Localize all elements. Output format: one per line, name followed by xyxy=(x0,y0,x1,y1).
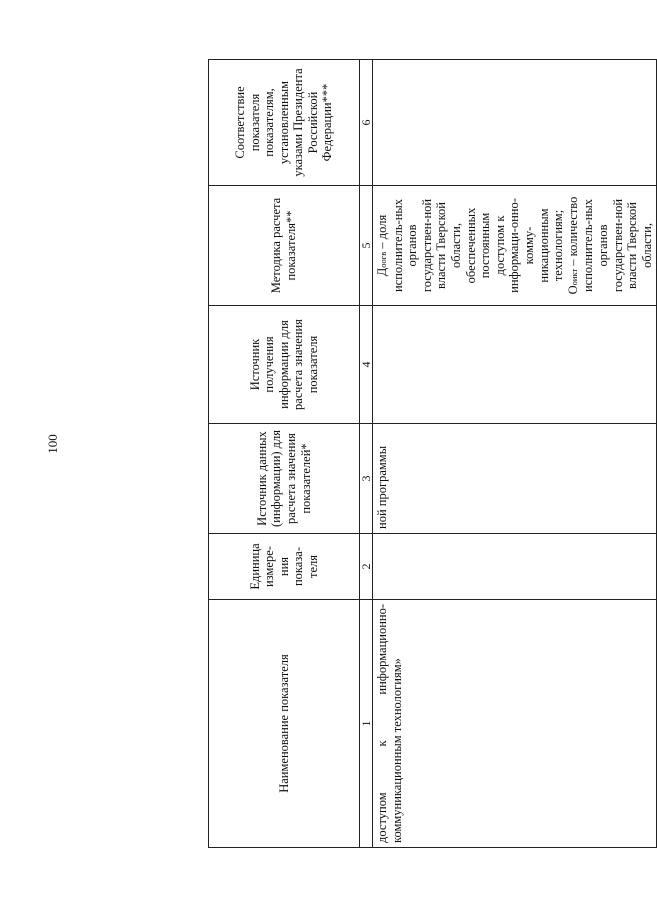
cell-indicator-name: доступом к информационно-коммуникационным технологиям» xyxy=(373,600,657,848)
formula-definition-d: – доля исполнитель-ных органов государствен-ной власти Тверской области, обеспеченных постоянным доступом к информаци-онно-комму-никационным технологиям; xyxy=(375,198,566,293)
cell-methodology xyxy=(373,186,657,306)
indicators-table xyxy=(208,59,657,848)
header-presidential-decrees: Соответствие показателя показателям, установленным указами Президента Российской Федерации*** xyxy=(209,60,360,186)
formula-definition-o: – количество исполнитель-ных органов государствен-ной власти Тверской области, xyxy=(565,196,654,293)
column-number: 3 xyxy=(360,424,373,534)
header-methodology: Методика расчета показателя** xyxy=(209,186,360,306)
cell-presidential-decrees xyxy=(373,60,657,186)
formula-subscript-o: оикт xyxy=(568,268,579,286)
cell-unit xyxy=(373,534,657,600)
table-header-row xyxy=(209,60,360,848)
column-number-row xyxy=(360,60,373,848)
column-number: 6 xyxy=(360,60,373,186)
header-info-source: Источник получения информации для расчета значения показателя xyxy=(209,306,360,424)
table-row xyxy=(373,60,657,848)
column-number: 2 xyxy=(360,534,373,600)
cell-data-source: ной программы xyxy=(373,424,657,534)
formula-symbol-o: О xyxy=(565,285,580,295)
cell-info-source xyxy=(373,306,657,424)
column-number: 1 xyxy=(360,600,373,848)
rotated-table-container xyxy=(208,60,654,848)
column-number: 4 xyxy=(360,306,373,424)
formula-subscript-d: оогв xyxy=(378,251,388,268)
header-unit: Единица измере-ния показа-теля xyxy=(209,534,360,600)
formula-symbol-d: Д xyxy=(375,267,389,277)
header-data-source: Источник данных (информации) для расчета значения показателей* xyxy=(209,424,360,534)
page-number: 100 xyxy=(45,434,60,454)
header-indicator-name: Наименование показателя xyxy=(209,600,360,848)
column-number: 5 xyxy=(360,186,373,306)
